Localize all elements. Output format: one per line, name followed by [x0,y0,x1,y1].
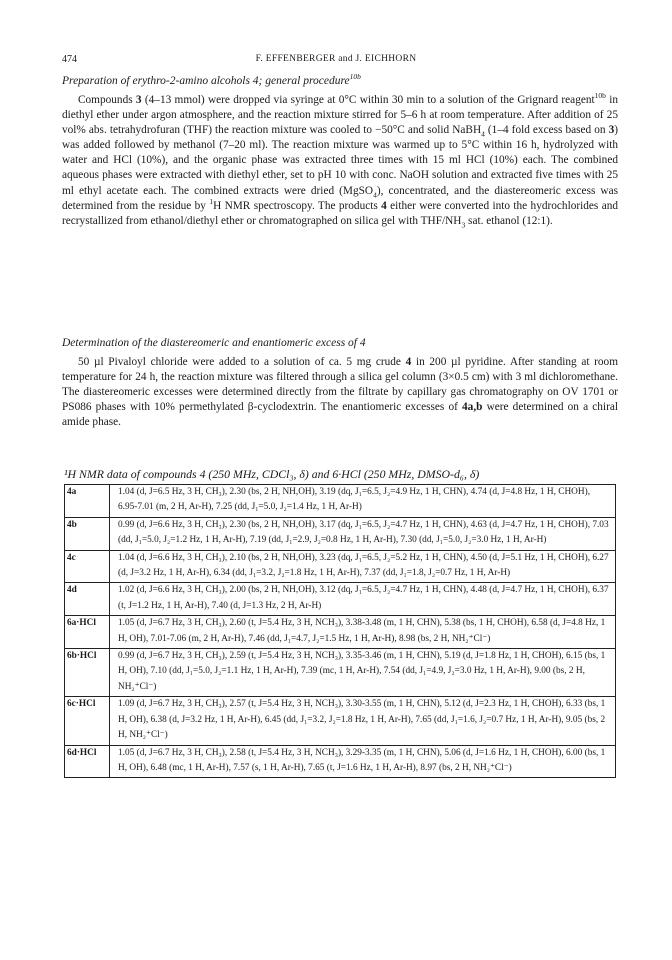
table-row [65,583,616,616]
table-row [65,697,616,745]
table-row [65,517,616,550]
compound-label: 4a [65,485,110,518]
nmr-shift-data: 1.04 (d, J=6.5 Hz, 3 H, CH₃), 2.30 (bs, 2 H, NH,OH), 3.19 (dq, J₁=6.5, J₂=4.9 Hz, 1 H, CHN), 4.74 (d, J=4.8 Hz, 1 H, CHOH), 6.95-7.01 (m, 2 H, Ar-H), 7.25 (dd, J₁=5.0, J₂=1.4 Hz, 1 H, Ar-H) [110,485,616,518]
nmr-shift-data: 1.04 (d, J=6.6 Hz, 3 H, CH₃), 2.10 (bs, 2 H, NH,OH), 3.23 (dq, J₁=6.5, J₂=5.2 Hz, 1 H, CHN), 4.50 (d, J=5.1 Hz, 1 H, CHOH), 6.27 (d, J=3.2 Hz, 1 H, Ar-H), 6.34 (dd, J₁=3.2, J₂=1.8 Hz, 1 H, Ar-H), 7.37 (dd, J₁=1.8, J₂=0.7 Hz, 1 H, Ar-H) [110,550,616,583]
nmr-data-table [64,484,616,778]
compound-label: 6b·HCl [65,649,110,697]
procedure-text: Compounds 3 (4–13 mmol) were dropped via syringe at 0°C within 30 min to a solution of the Grignard reagent$^{10b}$ in diethyl ether under argon atmosphere, and the reaction mixture stirred for 5–6 h at room temperature. After addition of 25 vol% abs. tetrahydrofuran (THF) the reaction mixture was cooled to −50°C and solid NaBH$_4$ (1–4 fold excess based on 3) was added followed by methanol (7–20 ml). The reaction mixture was warmed up to 5°C within 16 h, hydrolyzed with water and HCl (10%), and the organic phase was extracted three times with 15 ml HCl (10%) each. The combined aqueous phases were extracted with diethyl ether, set to pH 10 with conc. NaOH solution and extracted five times with 25 ml ethyl acetate each. The combined extracts were dried (MgSO$_4$), concentrated, and the diastereomeric excess was determined from the residue by $^1$H NMR spectroscopy. The products 4 either were converted into the hydrochlorides and recrystallized from ethanol/diethyl ether or chromatographed on silica gel with THF/$NH_3$ sat. ethanol (12:1). [62,91,619,229]
nmr-shift-data: 1.02 (d, J=6.6 Hz, 3 H, CH₃), 2.00 (bs, 2 H, NH,OH), 3.12 (dq, J₁=6.5, J₂=4.7 Hz, 1 H, CHN), 4.48 (d, J=4.7 Hz, 1 H, CHOH), 6.37 (t, J=1.2 Hz, 1 H, Ar-H), 7.40 (d, J=1.3 Hz, 2 H, Ar-H) [110,583,616,616]
reference-superscript: 10b [349,72,361,82]
section-heading-determination: Determination of the diastereomeric and enantiomeric excess of 4 [62,337,366,349]
compound-label: 4b [65,517,110,550]
determination-paragraph [62,355,618,430]
table-row [65,649,616,697]
nmr-shift-data: 0.99 (d, J=6.6 Hz, 3 H, CH₃), 2.30 (bs, 2 H, NH,OH), 3.17 (dq, J₁=6.5, J₂=4.7 Hz, 1 H, CHN), 4.63 (d, J=4.7 Hz, 1 H, CHOH), 7.03 (dd, J₁=5.0, J₂=1.2 Hz, 1 H, Ar-H), 7.19 (dd, J₁=2.9, J₂=0.8 Hz, 1 H, Ar-H), 7.30 (dd, J₁=5.0, J₂=3.0 Hz, 1 H, Ar-H) [110,517,616,550]
determination-text: 50 µl Pivaloyl chloride were added to a solution of ca. 5 mg crude 4 in 200 µl pyridine. After standing at room temperature for 24 h, the reaction mixture was filtered through a silica gel column (3×0.5 cm) with 3 ml dichloromethane. The diastereomeric excesses were determined directly from the filtrate by capillary gas chromatography on OV 1701 or PS086 phases with 10% permethylated β-cyclodextrin. The enantiomeric excesses of 4a,b were determined on a chiral amide phase. [62,356,618,429]
nmr-table-heading: ¹H NMR data of compounds 4 (250 MHz, CDCl₃, δ) and 6·HCl (250 MHz, DMSO-d₆, δ) [64,467,480,481]
nmr-shift-data: 1.05 (d, J=6.7 Hz, 3 H, CH₃), 2.60 (t, J=5.4 Hz, 3 H, NCH₃), 3.38-3.48 (m, 1 H, CHN), 5.38 (bs, 1 H, CHOH), 6.58 (d, J=4.8 Hz, 1 H, OH), 7.01-7.06 (m, 2 H, Ar-H), 7.46 (dd, J₁=4.7, J₂=1.5 Hz, 1 H, Ar-H), 8.98 (bs, 2 H, NH₂⁺Cl⁻) [110,616,616,649]
nmr-shift-data: 0.99 (d, J=6.7 Hz, 3 H, CH₃), 2.59 (t, J=5.4 Hz, 3 H, NCH₃), 3.35-3.46 (m, 1 H, CHN), 5.19 (d, J=1.8 Hz, 1 H, CHOH), 6.15 (bs, 1 H, OH), 7.10 (dd, J₁=5.0, J₂=1.1 Hz, 1 H, Ar-H), 7.39 (mc, 1 H, Ar-H), 7.54 (dd, J₁=4.9, J₂=3.0 Hz, 1 H, Ar-H), 9.00 (bs, 2 H, NH₂⁺Cl⁻) [110,649,616,697]
section-heading-text: Preparation of erythro-2-amino alcohols 4; general procedure [62,75,350,87]
compound-label: 6d·HCl [65,745,110,778]
compound-label: 4d [65,583,110,616]
table-row [65,550,616,583]
compound-label: 6a·HCl [65,616,110,649]
table-row [65,616,616,649]
page-number: 474 [62,54,77,65]
compound-label: 6c·HCl [65,697,110,745]
table-row [65,745,616,778]
compound-label: 4c [65,550,110,583]
running-head: F. EFFENBERGER and J. EICHHORN [255,54,417,64]
nmr-shift-data: 1.05 (d, J=6.7 Hz, 3 H, CH₃), 2.58 (t, J=5.4 Hz, 3 H, NCH₃), 3.29-3.35 (m, 1 H, CHN), 5.06 (d, J=1.6 Hz, 1 H, CHOH), 6.00 (bs, 1 H, OH), 6.48 (mc, 1 H, Ar-H), 7.57 (s, 1 H, Ar-H), 7.65 (t, J=1.6 Hz, 1 H, Ar-H), 8.97 (bs, 2 H, NH₂⁺Cl⁻) [110,745,616,778]
nmr-shift-data: 1.09 (d, J=6.7 Hz, 3 H, CH₃), 2.57 (t, J=5.4 Hz, 3 H, NCH₃), 3.30-3.55 (m, 1 H, CHN), 5.12 (d, J=2.3 Hz, 1 H, CHOH), 6.33 (bs, 1 H, OH), 6.38 (d, J=3.2 Hz, 1 H, Ar-H), 6.45 (dd, J₁=3.2, J₂=1.8 Hz, 1 H, Ar-H), 7.65 (dd, J₁=1.6, J₂=0.7 Hz, 1 H, Ar-H), 9.05 (bs, 2 H, NH₂⁺Cl⁻) [110,697,616,745]
table-row [65,485,616,518]
procedure-paragraph [62,93,618,229]
section-heading-preparation [62,72,361,87]
